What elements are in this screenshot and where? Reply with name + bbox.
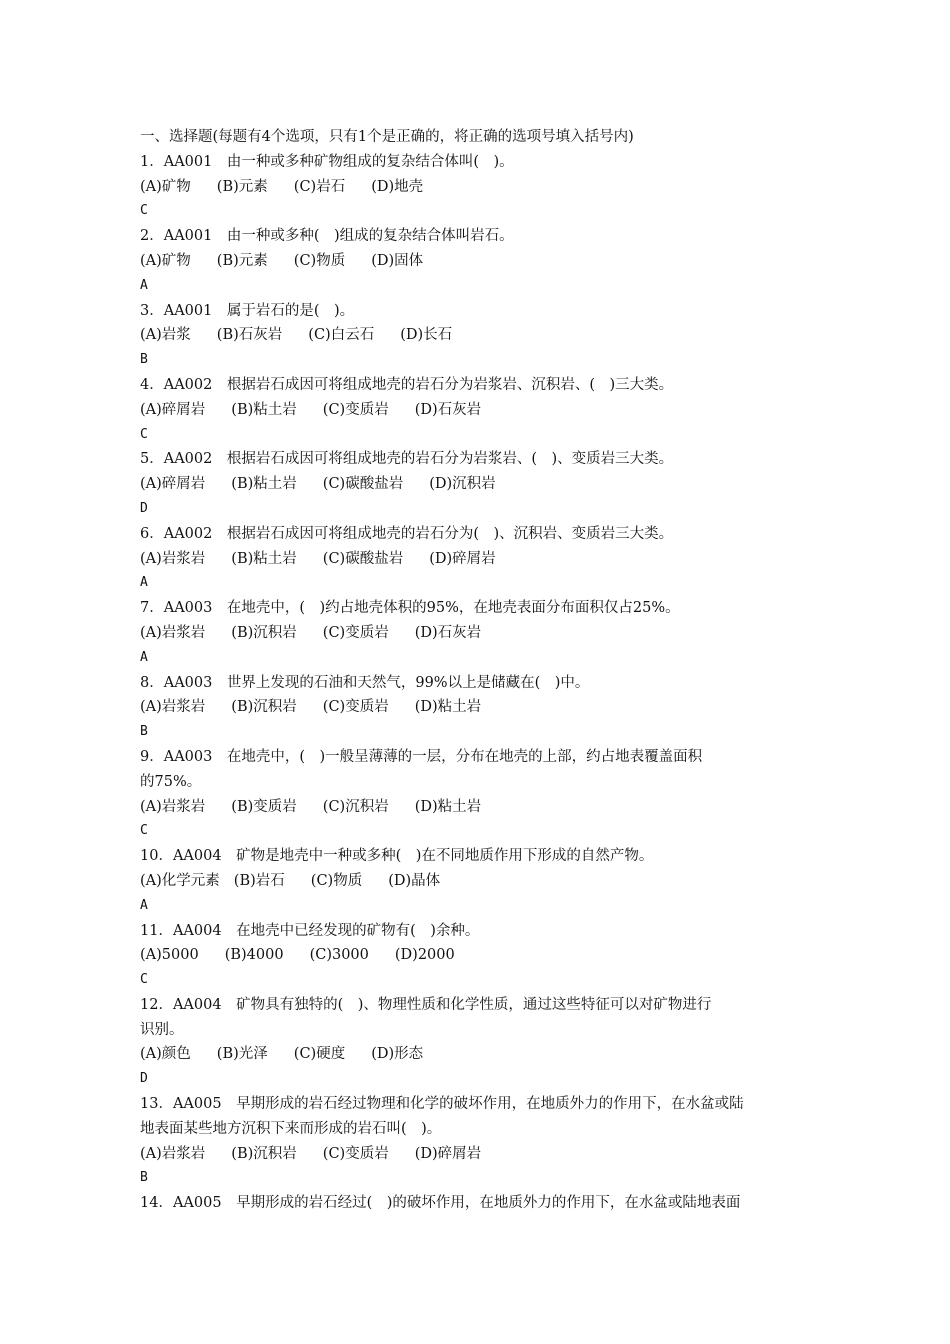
question-options (140, 472, 830, 497)
option-a: (A)5000 (140, 947, 199, 964)
option-a: (A)岩浆岩 (140, 1145, 206, 1162)
question-answer: A (140, 277, 148, 293)
option-d: (D)地壳 (371, 178, 424, 195)
question-answer: B (140, 352, 148, 368)
option-a: (A)岩浆 (140, 327, 191, 344)
option-a: (A)岩浆岩 (140, 699, 206, 716)
option-b: (B)粘土岩 (231, 550, 297, 567)
question-options (140, 869, 830, 894)
question-answer: D (140, 1071, 148, 1087)
option-a: (A)碎屑岩 (140, 476, 206, 493)
option-b: (B)变质岩 (231, 798, 297, 815)
question-stem-continued: 地表面某些地方沉积下来而形成的岩石叫( )。 (140, 1120, 442, 1137)
question-answer: C (140, 203, 148, 219)
question-stem: 14．AA005 早期形成的岩石经过( )的破坏作用，在地质外力的作用下，在水盆或陆地表面 (140, 1195, 741, 1212)
question-options (140, 398, 830, 423)
question-answer: B (140, 724, 148, 740)
option-b: (B)光泽 (216, 1046, 268, 1063)
option-d: (D)固体 (371, 252, 424, 269)
question-answer: D (140, 500, 148, 516)
question-options (140, 175, 830, 200)
question-stem: 4．AA002 根据岩石成因可将组成地壳的岩石分为岩浆岩、沉积岩、( )三大类。 (140, 376, 674, 393)
question-stem: 12．AA004 矿物具有独特的( )、物理性质和化学性质，通过这些特征可以对矿物进行 (140, 996, 712, 1013)
option-b: (B)粘土岩 (231, 401, 297, 418)
option-d: (D)碎屑岩 (414, 1145, 482, 1162)
option-c: (C)沉积岩 (322, 798, 389, 815)
option-b: (B)粘土岩 (231, 476, 297, 493)
question-answer: C (140, 426, 148, 442)
option-b: (B)沉积岩 (231, 624, 297, 641)
question-stem: 6．AA002 根据岩石成因可将组成地壳的岩石分为( )、沉积岩、变质岩三大类。 (140, 525, 674, 542)
option-d: (D)沉积岩 (429, 476, 496, 493)
option-a: (A)矿物 (140, 252, 191, 269)
option-c: (C)变质岩 (322, 699, 389, 716)
option-d: (D)碎屑岩 (429, 550, 496, 567)
question-options (140, 695, 830, 720)
question-stem: 7．AA003 在地壳中，( )约占地壳体积的95%，在地壳表面分布面积仅占25%。 (140, 600, 680, 617)
question-stem-continued: 的75%。 (140, 773, 202, 790)
question-stem: 5．AA002 根据岩石成因可将组成地壳的岩石分为岩浆岩、( )、变质岩三大类。 (140, 451, 674, 468)
option-a: (A)岩浆岩 (140, 798, 206, 815)
option-a: (A)岩浆岩 (140, 550, 206, 567)
question-stem: 2．AA001 由一种或多种( )组成的复杂结合体叫岩石。 (140, 228, 514, 245)
option-d: (D)粘土岩 (414, 798, 482, 815)
option-c: (C)白云石 (308, 327, 375, 344)
option-a: (A)碎屑岩 (140, 401, 206, 418)
option-b: (B)沉积岩 (231, 1145, 297, 1162)
question-options (140, 1142, 830, 1167)
option-c: (C)变质岩 (322, 401, 389, 418)
option-c: (C)3000 (309, 947, 369, 964)
option-c: (C)变质岩 (322, 1145, 389, 1162)
question-stem-continued: 识别。 (140, 1021, 184, 1038)
question-answer: A (140, 575, 148, 591)
question-stem: 3．AA001 属于岩石的是( )。 (140, 302, 355, 319)
question-stem: 10．AA004 矿物是地壳中一种或多种( )在不同地质作用下形成的自然产物。 (140, 848, 654, 865)
question-options (140, 1042, 830, 1067)
question-options (140, 943, 830, 968)
option-b: (B)岩石 (233, 872, 285, 889)
option-b: (B)4000 (224, 947, 284, 964)
option-c: (C)碳酸盐岩 (322, 550, 404, 567)
question-stem: 9．AA003 在地壳中，( )一般呈薄薄的一层，分布在地壳的上部，约占地表覆盖面积 (140, 748, 703, 765)
question-stem: 13．AA005 早期形成的岩石经过物理和化学的破坏作用，在地质外力的作用下，在水盆或陆 (140, 1096, 744, 1113)
question-options (140, 795, 830, 820)
question-stem: 11．AA004 在地壳中已经发现的矿物有( )余种。 (140, 922, 480, 939)
option-d: (D)石灰岩 (414, 401, 482, 418)
option-a: (A)颜色 (140, 1046, 191, 1063)
option-d: (D)长石 (400, 327, 453, 344)
option-b: (B)元素 (216, 178, 268, 195)
option-c: (C)物质 (310, 872, 363, 889)
question-answer: B (140, 1170, 148, 1186)
question-stem: 8．AA003 世界上发现的石油和天然气，99%以上是储藏在( )中。 (140, 674, 590, 691)
option-d: (D)晶体 (388, 872, 441, 889)
question-options (140, 323, 830, 348)
option-d: (D)2000 (394, 947, 455, 964)
question-answer: C (140, 823, 148, 839)
option-c: (C)岩石 (293, 178, 346, 195)
question-options (140, 249, 830, 274)
option-a: (A)矿物 (140, 178, 191, 195)
option-c: (C)物质 (293, 252, 346, 269)
question-answer: A (140, 649, 148, 665)
option-b: (B)元素 (216, 252, 268, 269)
option-d: (D)形态 (371, 1046, 424, 1063)
option-b: (B)沉积岩 (231, 699, 297, 716)
option-c: (C)硬度 (293, 1046, 346, 1063)
option-c: (C)变质岩 (322, 624, 389, 641)
question-answer: A (140, 897, 148, 913)
question-stem: 1．AA001 由一种或多种矿物组成的复杂结合体叫( )。 (140, 153, 514, 170)
option-b: (B)石灰岩 (216, 327, 283, 344)
option-a: (A)岩浆岩 (140, 624, 206, 641)
option-d: (D)粘土岩 (414, 699, 482, 716)
option-c: (C)碳酸盐岩 (322, 476, 404, 493)
exam-document (140, 125, 830, 1216)
option-d: (D)石灰岩 (414, 624, 482, 641)
question-options (140, 621, 830, 646)
question-answer: C (140, 972, 148, 988)
option-a: (A)化学元素 (140, 872, 220, 889)
question-options (140, 547, 830, 572)
section-heading: 一、选择题(每题有4个选项，只有1个是正确的，将正确的选项号填入括号内) (140, 129, 634, 145)
